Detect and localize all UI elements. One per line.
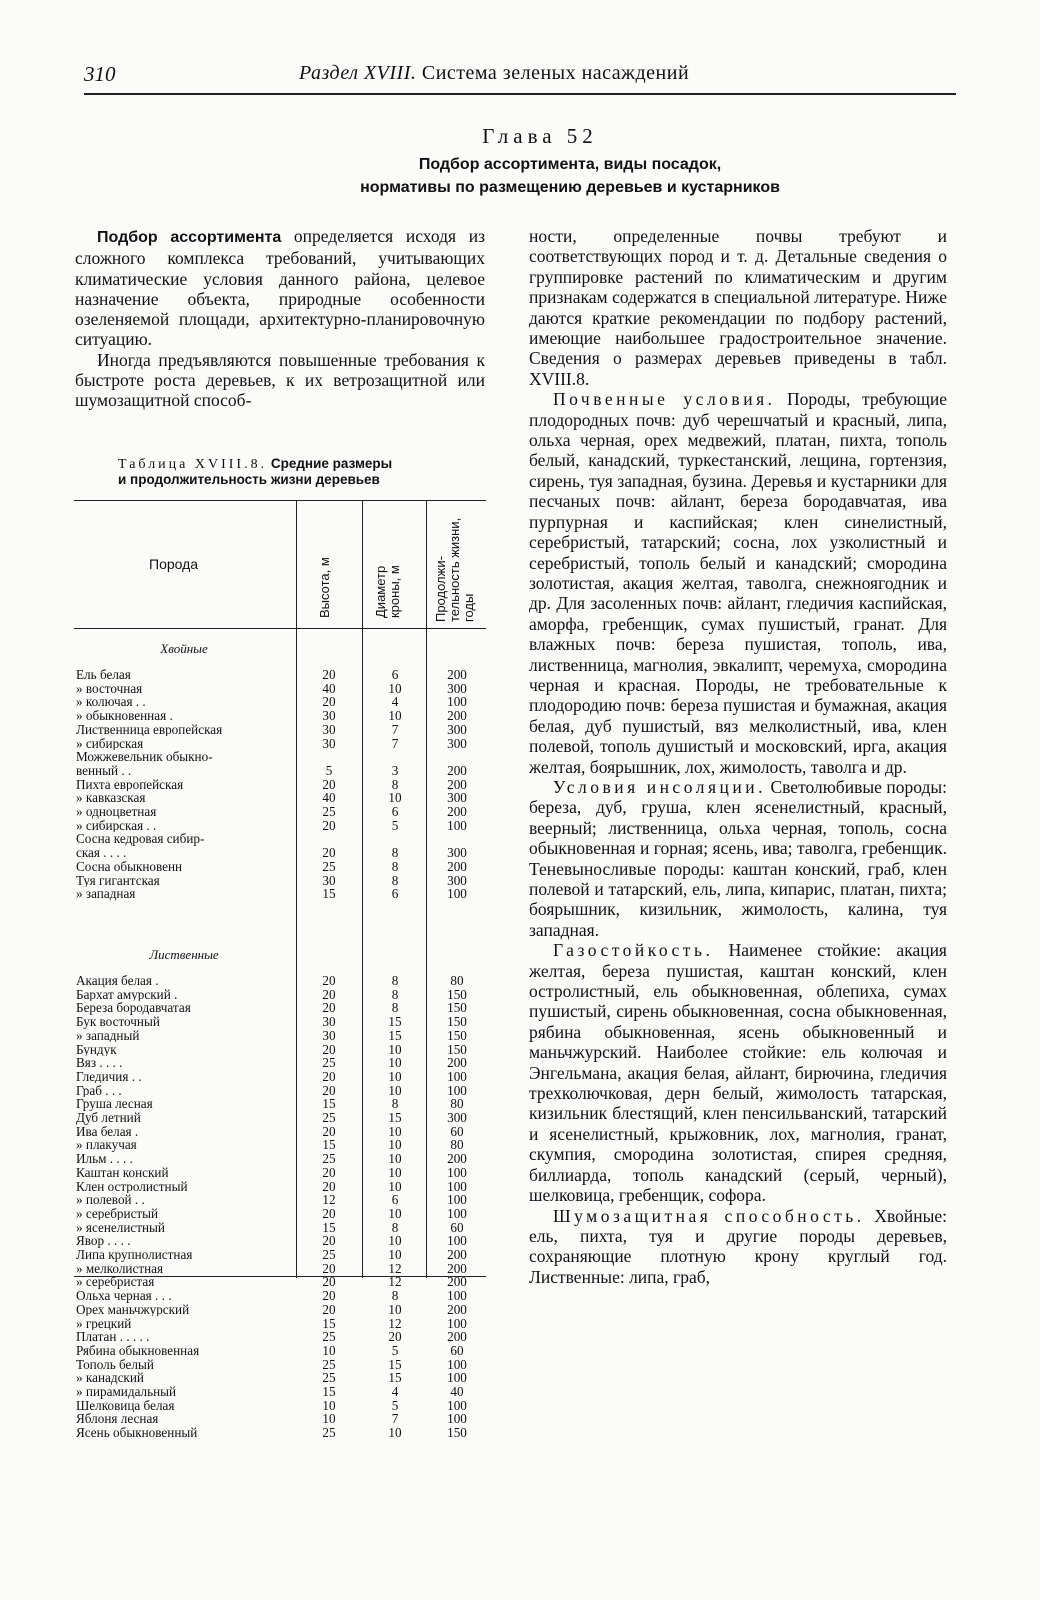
table-row-species: Рябина обыкновенная: [76, 1343, 200, 1358]
table-row-species: ская . . . .: [76, 846, 127, 860]
table-row-species: » серебристый: [76, 1206, 159, 1221]
table-cell-crown: 6: [391, 1192, 399, 1208]
intro-text: определяется исходя из сложного комплекса требований, учитывающих климатические условия данного района, целевое назначение объекта, природные особенности озеленяемой площади, архитектурно-планировочную ситуацию.: [75, 226, 486, 350]
table-cell-crown: 3: [391, 762, 399, 778]
table-cell-height: 20: [322, 1301, 336, 1317]
table-cell-height: 15: [322, 1096, 336, 1112]
table-cell-crown: 7: [391, 721, 399, 737]
table-row-species: » сибирская . .: [76, 818, 157, 833]
table-cell-crown: 8: [391, 1288, 399, 1304]
table-row-species: Груша лесная: [76, 1097, 153, 1111]
table-cell-crown: 8: [391, 776, 399, 792]
table-cell-crown: 10: [388, 1178, 402, 1194]
table-row-species: Явор . . . .: [76, 1234, 131, 1248]
continuation-paragraph: ности, определенные почвы требуют и соответствующих пород и т. д. Детальные сведения о группировке растений по климатическим и другим признакам содержатся в специальной литературе. Ниже даются краткие рекомендации по подбору растений, имеющие наибольшее градостроительное значение. Сведения о размерах деревьев приведены в табл. XVIII.8.: [529, 226, 947, 389]
table-label: Таблица XVIII.8.: [118, 457, 268, 472]
table-cell-crown: 10: [388, 1425, 402, 1441]
page-number: 310: [84, 62, 116, 86]
table-caption-line2: и продолжительность жизни деревьев: [118, 472, 380, 487]
table-cell-height: 20: [322, 667, 336, 682]
table-cell-crown: 15: [388, 1370, 402, 1386]
table-row-species: Сосна кедровая сибир-: [76, 832, 205, 846]
table-cell-life: 200: [447, 776, 467, 792]
table-row-species: Бундук: [76, 1042, 117, 1057]
table-row-species: » колючая . .: [76, 695, 146, 709]
col-header-crown: Диаметр кроны, м: [373, 565, 402, 618]
table-cell-life: 60: [450, 1123, 464, 1139]
table-row-species: Ель белая: [76, 668, 131, 682]
section-title: Система зеленых насаждений: [421, 62, 690, 84]
table-cell-height: 25: [322, 1151, 336, 1167]
table-cell-crown: 15: [388, 1027, 402, 1043]
table-cell-height: 30: [322, 721, 336, 737]
table-cell-height: 25: [322, 1329, 336, 1345]
table-cell-height: 20: [322, 776, 336, 792]
table-row-species: Платан . . . . .: [76, 1330, 150, 1344]
table-row-species: » пирамидальный: [76, 1385, 177, 1399]
table-cell-crown: 10: [388, 1082, 402, 1098]
table-row-species: Береза бородавчатая: [76, 1001, 191, 1015]
table-cell-crown: 8: [391, 872, 399, 888]
table-cell-height: 20: [322, 1260, 336, 1276]
noise-text: Хвойные: ель, пихта, туя и другие породы деревьев, сохраняющие плотную крону круглый год. Лиственные: липа, граб,: [529, 1205, 947, 1287]
table-cell-life: 100: [447, 1370, 467, 1386]
table-cell-life: 100: [447, 1397, 467, 1413]
table-cell-life: 100: [447, 1233, 467, 1249]
table-row-species: » мелколистная: [76, 1261, 164, 1276]
table-cell-crown: 4: [391, 1384, 399, 1399]
table-row-species: » обыкновенная .: [76, 709, 173, 723]
table-row-species: Липа крупнолистная: [76, 1248, 193, 1262]
second-paragraph: Иногда предъявляются повышенные требования к быстроте роста деревьев, к их ветрозащитной или шумозащитной способ-: [75, 349, 485, 411]
table-cell-life: 150: [447, 1014, 467, 1030]
table-cell-life: 200: [447, 1329, 467, 1345]
table-cell-life: 150: [447, 986, 467, 1002]
table-row-species: Гледичия . .: [76, 1069, 142, 1084]
table-cell-life: 150: [447, 1041, 467, 1057]
table-cell-life: 150: [447, 1425, 467, 1441]
table-cell-life: 200: [447, 858, 467, 874]
table-cell-height: 20: [322, 694, 336, 710]
table-row-species: Акация белая .: [76, 974, 159, 988]
table-cell-height: 25: [322, 1247, 336, 1262]
table-cell-life: 300: [447, 721, 467, 737]
table-row-species: » канадский: [76, 1371, 144, 1385]
table-row-species: » восточная: [76, 681, 143, 696]
table-cell-crown: 6: [391, 667, 399, 682]
table-cell-life: 80: [450, 1096, 464, 1112]
chapter-number: Глава 52: [482, 124, 598, 148]
table-cell-crown: 7: [391, 1411, 399, 1427]
table-cell-life: 100: [447, 694, 467, 710]
table-cell-crown: 12: [388, 1274, 402, 1290]
table-cell-crown: 8: [391, 1096, 399, 1112]
table-cell-height: 10: [322, 1411, 336, 1427]
table-cell-life: 200: [447, 667, 467, 682]
table-cell-life: 100: [447, 1315, 467, 1331]
table-cell-life: 60: [450, 1342, 464, 1358]
table-cell-life: 100: [447, 1288, 467, 1304]
table-cell-life: 200: [447, 1301, 467, 1317]
table-cell-height: 20: [322, 1082, 336, 1098]
table-cell-life: 200: [447, 804, 467, 819]
running-head-title: [299, 62, 689, 85]
insolation-heading: Условия инсоляции.: [553, 776, 766, 797]
table-row-species: Сосна обыкновенн: [76, 859, 183, 874]
table-cell-life: 300: [447, 790, 467, 806]
table-row-species: » западная: [76, 887, 136, 901]
col-header-height: Высота, м: [317, 557, 332, 618]
table-cell-height: 15: [322, 1315, 336, 1331]
table-cell-life: 200: [447, 1055, 467, 1071]
table-row-species: Тополь белый: [76, 1357, 154, 1372]
table-cell-crown: 8: [391, 973, 399, 988]
table-cell-life: 200: [447, 762, 467, 778]
table-cell-life: 100: [447, 1205, 467, 1221]
col-header-species: Порода: [149, 556, 199, 572]
table-cell-life: 300: [447, 845, 467, 861]
table-cell-height: 12: [322, 1192, 336, 1208]
table-cell-life: 100: [447, 1164, 467, 1180]
table-cell-height: 10: [322, 1397, 336, 1413]
table-row-species: Шелковица белая: [76, 1398, 175, 1413]
table-cell-height: 15: [322, 886, 336, 902]
table-row-species: Ольха черная . . .: [76, 1289, 172, 1303]
table-cell-height: 20: [322, 1068, 336, 1084]
col-header-life: Продолжи-тельность жизни, годы: [433, 517, 476, 622]
table-caption-line1: Средние размеры: [270, 456, 393, 471]
table-cell-crown: 8: [391, 1000, 399, 1016]
table-cell-crown: 8: [391, 845, 399, 861]
table-row-species: Туя гигантская: [76, 873, 160, 888]
table-row-species: » серебристая: [76, 1275, 155, 1289]
table-cell-height: 25: [322, 858, 336, 874]
table-cell-height: 20: [322, 1205, 336, 1221]
table-cell-height: 20: [322, 817, 336, 833]
table-cell-height: 15: [322, 1219, 336, 1235]
table-row-species: Клен остролистный: [76, 1179, 188, 1194]
group-deciduous: Лиственные: [149, 947, 219, 962]
table-cell-crown: 10: [388, 1055, 402, 1071]
table-row-species: Бархат амурский .: [76, 987, 178, 1002]
table-row-species: Бук восточный: [76, 1015, 160, 1029]
table-row-species: Ильм . . . .: [76, 1152, 133, 1166]
table-cell-life: 150: [447, 1027, 467, 1043]
table-cell-height: 5: [325, 762, 333, 778]
table-cell-height: 10: [322, 1342, 336, 1358]
table-cell-crown: 10: [388, 1164, 402, 1180]
table-row-species: » полевой . .: [76, 1193, 145, 1207]
table-cell-height: 20: [322, 1164, 336, 1180]
table-cell-height: 15: [322, 1137, 336, 1153]
table-row-species: Пихта европейская: [76, 777, 184, 792]
table-cell-life: 80: [450, 1137, 464, 1153]
table-row-species: Ива белая .: [76, 1124, 139, 1139]
gas-paragraph: [529, 940, 947, 1205]
chapter-title-line1: Подбор ассортимента, виды посадок,: [418, 156, 722, 173]
table-cell-crown: 6: [391, 886, 399, 902]
intro-term: Подбор ассортимента: [97, 229, 282, 246]
table-cell-life: 200: [447, 1260, 467, 1276]
running-header: [84, 62, 956, 92]
table-cell-height: 15: [322, 1384, 336, 1399]
table-cell-height: 20: [322, 1000, 336, 1016]
table-cell-life: 100: [447, 1178, 467, 1194]
table-cell-crown: 20: [388, 1329, 402, 1345]
chapter-title-line2: нормативы по размещению деревьев и кустарников: [360, 179, 780, 196]
table-cell-life: 100: [447, 1356, 467, 1372]
table-cell-crown: 10: [388, 1137, 402, 1153]
header-rule: [84, 93, 956, 95]
table-cell-life: 100: [447, 1082, 467, 1098]
table-cell-height: 25: [322, 1110, 336, 1125]
table-cell-height: 20: [322, 1274, 336, 1290]
table-row-species: Вяз . . . .: [76, 1056, 123, 1070]
table-cell-height: 40: [322, 680, 336, 696]
table-cell-crown: 10: [388, 708, 402, 724]
table-cell-life: 200: [447, 1274, 467, 1290]
table-cell-crown: 5: [391, 1342, 399, 1358]
table-cell-life: 300: [447, 1110, 467, 1125]
table-col-divider-1: [296, 500, 297, 1278]
table-cell-crown: 12: [388, 1315, 402, 1331]
table-row-species: » плакучая: [76, 1138, 137, 1152]
table-cell-height: 40: [322, 790, 336, 806]
table-cell-crown: 15: [388, 1014, 402, 1030]
table-row-species: Можжевельник обыкно-: [76, 750, 213, 764]
intro-paragraph: [75, 226, 485, 350]
table-cell-life: 100: [447, 1192, 467, 1208]
table-cell-height: 20: [322, 1123, 336, 1139]
table-col-divider-3: [426, 500, 427, 1278]
table-cell-crown: 10: [388, 1123, 402, 1139]
table-cell-crown: 10: [388, 680, 402, 696]
table-cell-life: 200: [447, 1247, 467, 1262]
table-cell-crown: 5: [391, 817, 399, 833]
soil-heading: Почвенные условия.: [553, 389, 776, 410]
table-cell-life: 300: [447, 680, 467, 696]
table-cell-crown: 8: [391, 986, 399, 1002]
table-cell-height: 20: [322, 1178, 336, 1194]
table-row-species: Лиственница европейская: [76, 722, 223, 737]
table-cell-life: 100: [447, 886, 467, 902]
table-cell-life: 200: [447, 1151, 467, 1167]
table-row-species: Дуб летний: [76, 1111, 141, 1125]
table-cell-crown: 5: [391, 1397, 399, 1413]
table-cell-life: 80: [450, 973, 464, 988]
table-cell-height: 20: [322, 1233, 336, 1249]
group-conifers: Хвойные: [160, 641, 208, 656]
table-cell-crown: 7: [391, 735, 399, 751]
table-cell-life: 200: [447, 708, 467, 724]
table-cell-crown: 10: [388, 790, 402, 806]
section-label: Раздел XVIII.: [299, 62, 417, 84]
table-cell-crown: 15: [388, 1356, 402, 1372]
table-col-divider-2: [362, 500, 363, 1278]
table-cell-height: 20: [322, 986, 336, 1002]
table-row-species: » грецкий: [76, 1316, 132, 1331]
table-cell-crown: 10: [388, 1233, 402, 1249]
table-cell-crown: 10: [388, 1068, 402, 1084]
table-row-species: Орех маньчжурский: [76, 1302, 190, 1317]
table-cell-crown: 10: [388, 1041, 402, 1057]
table-cell-height: 30: [322, 1014, 336, 1030]
table-cell-crown: 4: [391, 694, 399, 710]
table-cell-height: 30: [322, 872, 336, 888]
table-cell-life: 60: [450, 1219, 464, 1235]
table-cell-height: 20: [322, 1288, 336, 1304]
table-top-rule: [74, 500, 486, 501]
tree-size-table: [74, 500, 486, 1441]
table-header-rule: [74, 628, 486, 629]
noise-paragraph: [529, 1206, 947, 1288]
table-cell-crown: 10: [388, 1247, 402, 1262]
table-cell-life: 100: [447, 817, 467, 833]
table-cell-life: 150: [447, 1000, 467, 1016]
table-cell-crown: 8: [391, 858, 399, 874]
table-cell-height: 20: [322, 1041, 336, 1057]
table-cell-crown: 6: [391, 804, 399, 819]
table-caption: [118, 456, 478, 487]
table-cell-life: 100: [447, 1411, 467, 1427]
table-row-species: » западный: [76, 1028, 140, 1043]
insolation-text: Светолюбивые породы: береза, дуб, груша, клен ясенелистный, красный, веерный; лиственница, ольха черная, тополь, сосна обыкновенная и горная; ясень, ива; таволга, гребенщик. Теневыносливые породы: каштан конский, граб, клен полевой и татарский, ель, липа, кипарис, платан, пихта; боярышник, кизильник, жимолость, калина, туя западная.: [529, 776, 947, 940]
insolation-paragraph: [529, 777, 947, 940]
table-cell-crown: 12: [388, 1260, 402, 1276]
table-row-species: » сибирская: [76, 736, 144, 751]
table-cell-height: 30: [322, 1027, 336, 1043]
table-row-species: » ясенелистный: [76, 1220, 165, 1235]
table-cell-life: 300: [447, 872, 467, 888]
table-cell-crown: 10: [388, 1151, 402, 1167]
noise-heading: Шумозащитная способность.: [553, 1205, 865, 1226]
table-cell-life: 100: [447, 1068, 467, 1084]
table-row-species: » кавказская: [76, 791, 146, 805]
table-cell-height: 25: [322, 1370, 336, 1386]
table-cell-height: 30: [322, 735, 336, 751]
table-cell-height: 25: [322, 1425, 336, 1441]
gas-heading: Газостойкость.: [553, 940, 714, 961]
table-cell-height: 25: [322, 804, 336, 819]
table-cell-crown: 10: [388, 1301, 402, 1317]
table-row-species: Граб . . .: [76, 1083, 122, 1098]
table-cell-crown: 15: [388, 1110, 402, 1125]
soil-paragraph: [529, 389, 947, 777]
table-cell-height: 30: [322, 708, 336, 724]
table-cell-crown: 8: [391, 1219, 399, 1235]
soil-text: Породы, требующие плодородных почв: дуб черешчатый и красный, липа, ольха черная, орех медвежий, платан, пихта, тополь белый, канадский, туркестанский, лещина, гортензия, сирень, туя западная, бузина. Деревья и кустарники для песчаных почв: айлант, береза бородавчатая, ива пурпурная и каспийская; клен синелистный, серебристый, татарский; сосна, лох узколистный и серебристый, тополь белый и канадский; смородина золотистая, акация желтая, таволга, снежноягодник и др. Для засоленных почв: айлант, гледичия каспийская, аморфа, гребенщик, сумах пушистый, гранат. Для влажных почв: береза пушистая, тополь, ива, лиственница, магнолия, эвкалипт, черемуха, смородина черная и красная. Породы, не требовательные к плодородию почв: береза пушистая и бумажная, акация белая, дуб пушистый, вяз мелколистный, ива, клен полевой, тополь душистый и московский, ирга, акация желтая, боярышник, лох, жимолость, таволга и др.: [529, 389, 947, 777]
gas-text: Наименее стойкие: акация желтая, береза пушистая, каштан конский, клен остролистный, ель обыкновенная, облепиха, сумах пушистый, сирень обыкновенная, сосна обыкновенная, рябина обыкновенная, ясень обыкновенный и маньчжурский. Наиболее стойкие: ель колючая и Энгельмана, акация белая, айлант, бирючина, гледичия трехколючковая, дерн белый, жимолость татарская, кизильник блестящий, клен пенсильванский, татарский и ясенелистный, крыжовник, лох, магнолия, гранат, скумпия, смородина золотистая, спирея средняя, биллиарда, тополь канадский (серый, черный), шелковица, гребенщик, софора.: [529, 940, 947, 1206]
table-cell-life: 40: [450, 1384, 464, 1399]
table-cell-life: 300: [447, 735, 467, 751]
right-column-text: [529, 226, 947, 1287]
table-row-species: » одноцветная: [76, 805, 157, 819]
table-cell-height: 20: [322, 845, 336, 861]
table-cell-height: 20: [322, 973, 336, 988]
table-row-species: Каштан конский: [76, 1165, 169, 1180]
table-cell-crown: 10: [388, 1205, 402, 1221]
left-column-text: [75, 226, 485, 411]
table-row-species: венный . .: [76, 763, 132, 778]
table-row-species: Яблоня лесная: [76, 1412, 159, 1426]
table-row-species: Ясень обыкновенный: [76, 1426, 198, 1440]
table-cell-height: 25: [322, 1356, 336, 1372]
table-cell-height: 25: [322, 1055, 336, 1071]
